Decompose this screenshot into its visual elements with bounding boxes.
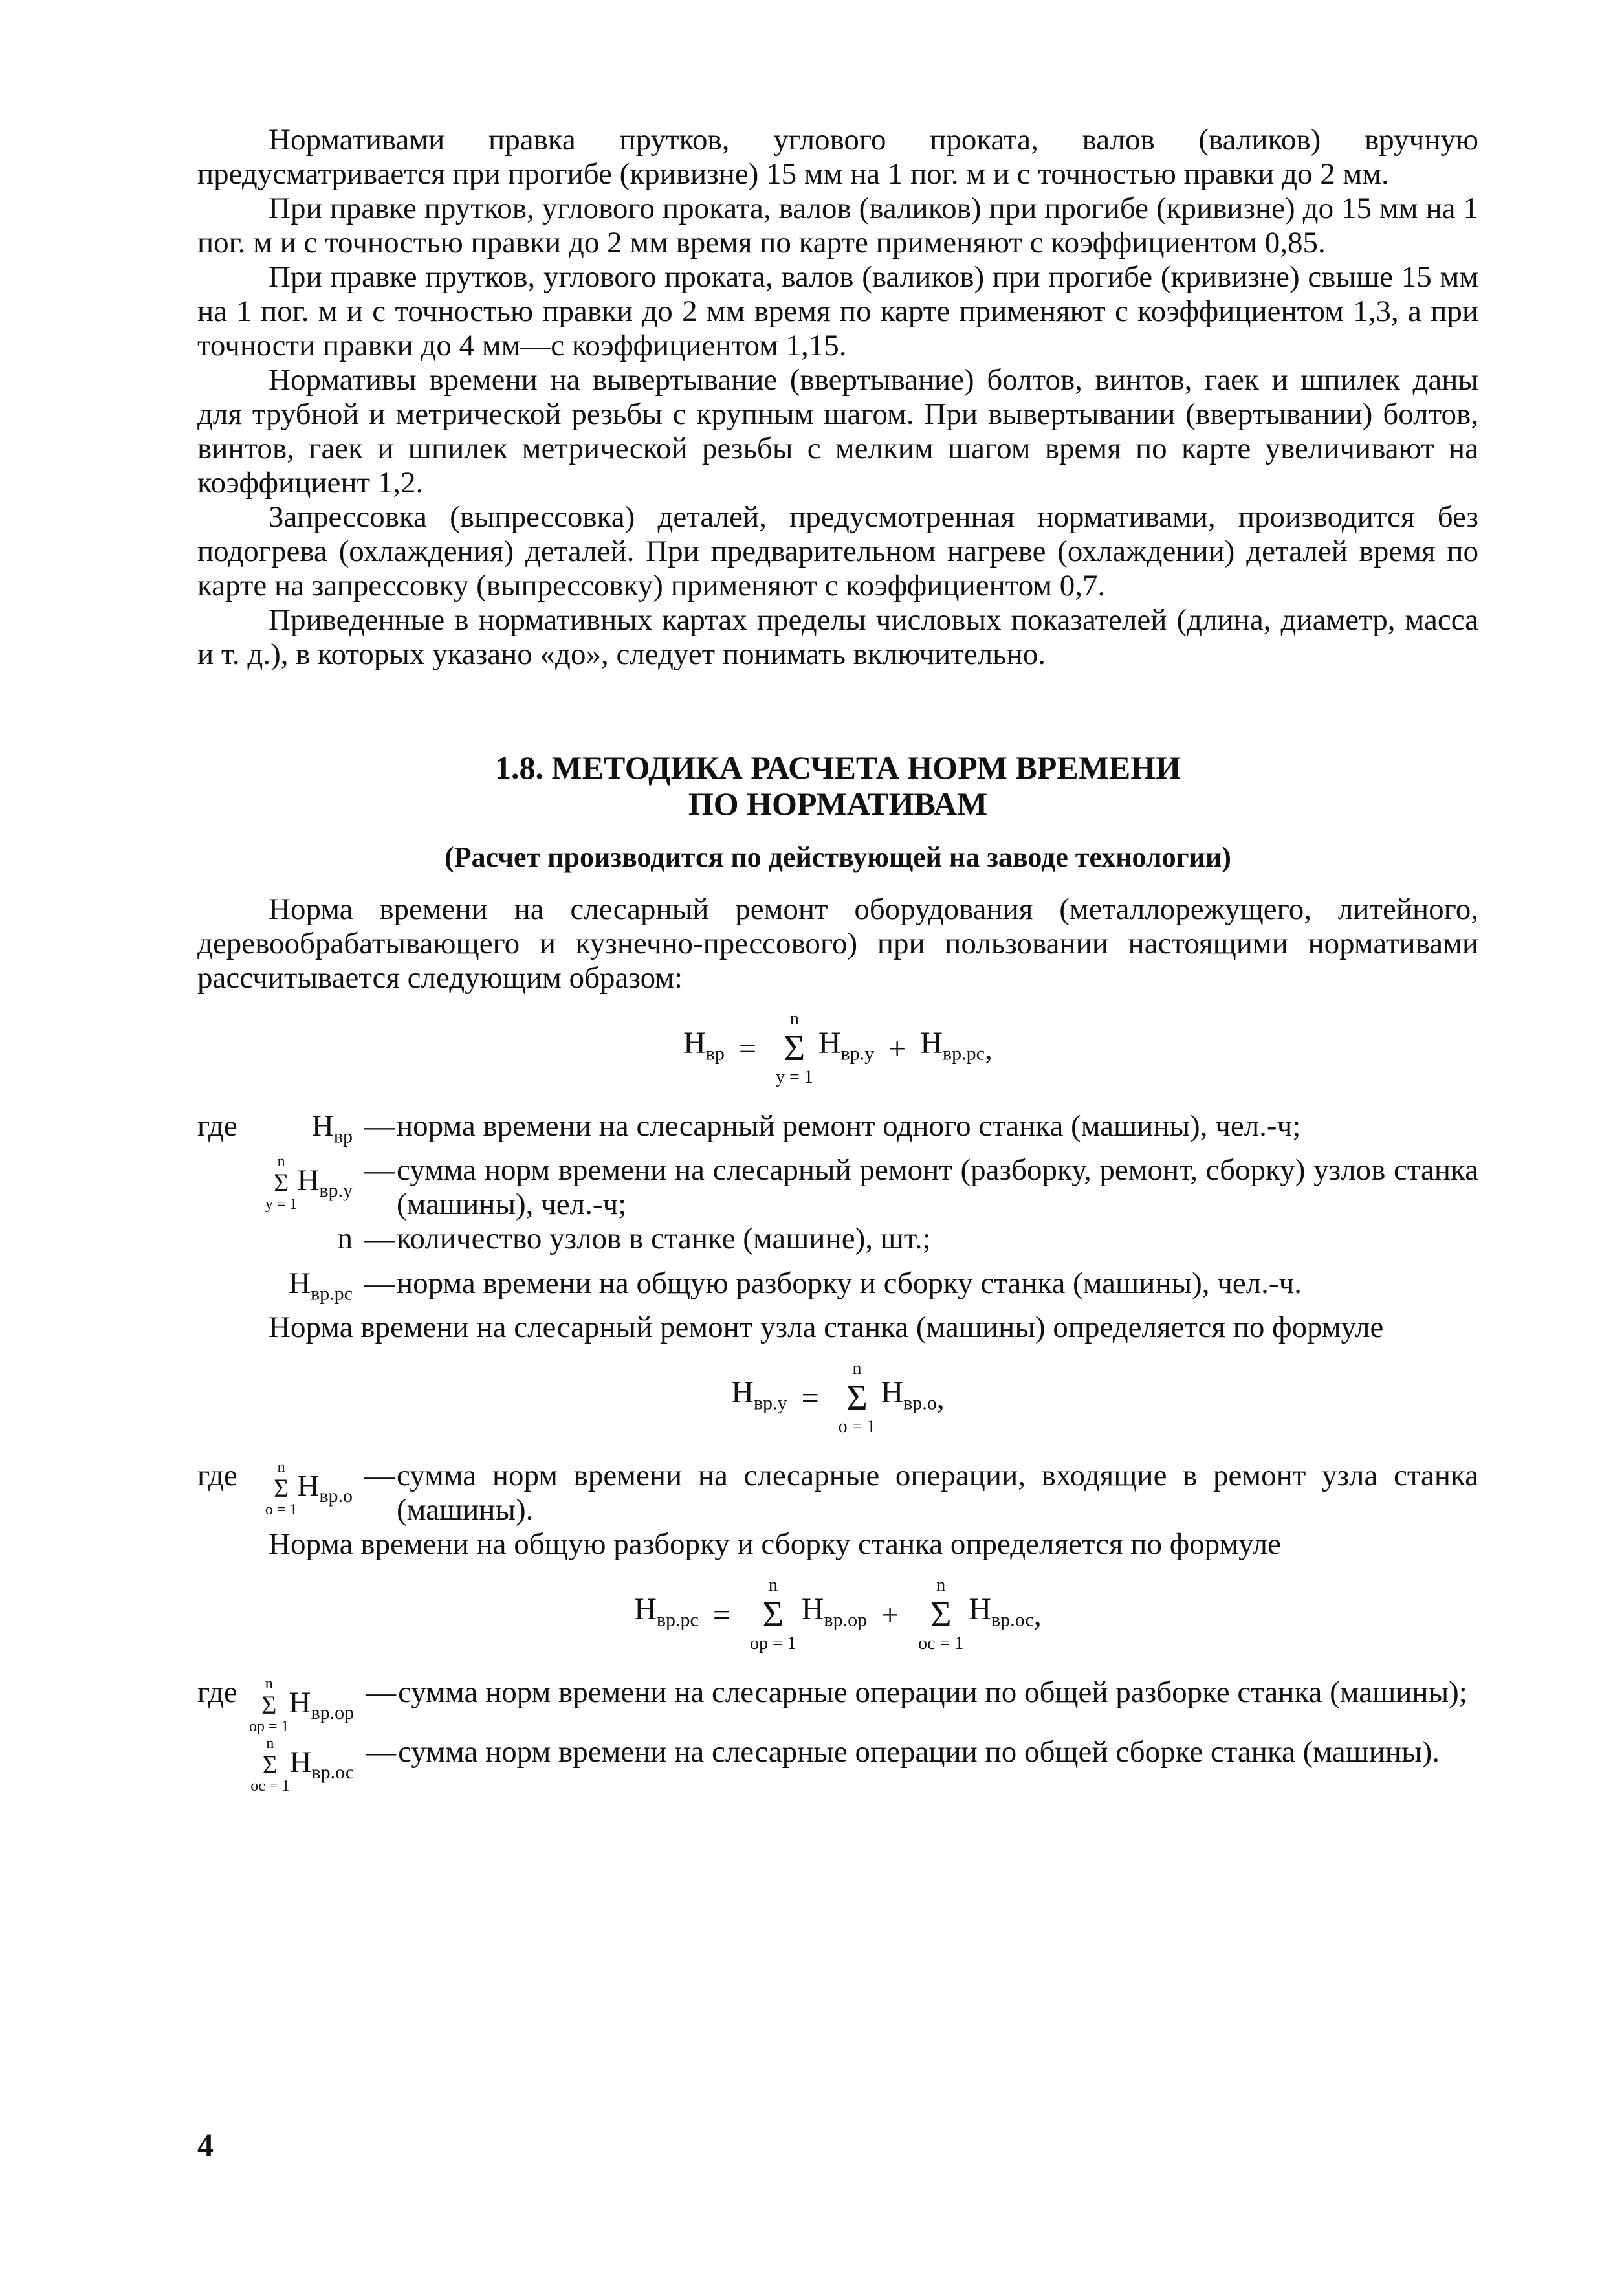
formula-3-term2: $Н_{вр.ос}$ bbox=[969, 1592, 1034, 1631]
formula-1-lhs: $Н_{вр}$ bbox=[683, 1026, 725, 1065]
definitions-2 bbox=[197, 1459, 1478, 1527]
paragraph: Запрессовка (выпрессовка) деталей, предусмотренная нормативами, производится без подогрева (охлаждения) деталей. При предварительном нагреве (охлаждении) деталей время по карте на запрессовку (выпрессовку) применяют с коэффициентом 0,7. bbox=[197, 500, 1478, 603]
summation-symbol: n Σ oc = 1 bbox=[250, 1735, 290, 1795]
page-body bbox=[197, 123, 1478, 1795]
intro-paragraph: Норма времени на слесарный ремонт оборудования (металлорежущего, литейного, деревообрабатывающего и кузнечно-прессового) при пользовании настоящими нормативами рассчитывается следующим образом: bbox=[197, 892, 1478, 995]
paragraph: Норма времени на слесарный ремонт узла станка (машины) определяется по формуле bbox=[269, 1310, 1384, 1345]
formula-1-term2: $Н_{вр.рс}$ bbox=[920, 1026, 985, 1065]
summation-symbol: n Σ y = 1 bbox=[265, 1153, 298, 1213]
section-title-line1: 1.8. МЕТОДИКА РАСЧЕТА НОРМ ВРЕМЕНИ bbox=[494, 749, 1181, 786]
section-title-line2: ПО НОРМАТИВАМ bbox=[688, 786, 988, 822]
definition-row: n Σ oc = 1 $Н_{вр.ос}$ — сумма норм времени на слесарные операции по общей сборке станка (машины). bbox=[250, 1735, 1440, 1795]
formula-3: $Н_{вр.рс}$ = n Σ op = 1 $Н_{вр.ор}$ + n Σ oc = 1 $Н_{вр.ос}$ , bbox=[634, 1575, 1042, 1654]
summation-symbol: n Σ op = 1 bbox=[249, 1675, 289, 1736]
paragraph: При правке прутков, углового проката, валов (валиков) при прогибе (кривизне) свыше 15 мм на 1 пог. м и с точностью правки до 2 мм время по карте применяют с коэффициентом 1,3, а при точности правки до 4 мм—с коэффициентом 1,15. bbox=[197, 260, 1478, 362]
formula-2-lhs: $Н_{вр.у}$ bbox=[731, 1375, 787, 1414]
paragraph: При правке прутков, углового проката, валов (валиков) при прогибе (кривизне) до 15 мм на 1 пог. м и с точностью правки до 2 мм время по карте применяют с коэффициентом 0,85. bbox=[197, 192, 1478, 260]
paragraph: Норма времени на общую разборку и сборку станка определяется по формуле bbox=[269, 1527, 1281, 1562]
formula-1-term1: $Н_{вр.у}$ bbox=[818, 1026, 875, 1065]
definitions-1 bbox=[197, 1109, 1478, 1310]
summation-symbol: n Σ op = 1 bbox=[749, 1575, 796, 1654]
paragraph: Нормативами правка прутков, углового проката, валов (валиков) вручную предусматривается при прогибе (кривизне) 15 мм на 1 пог. м и с точностью правки до 2 мм. bbox=[197, 123, 1478, 191]
formula-1: $Н_{вр}$ = n Σ y = 1 $Н_{вр.у}$ + $Н_{вр.рс}$ , bbox=[683, 1009, 993, 1087]
definition-row: $Н_{вр.рс}$ — норма времени на общую разборку и сборку станка (машины), чел.-ч. bbox=[289, 1266, 1302, 1305]
paragraph: Приведенные в нормативных картах пределы числовых показателей (длина, диаметр, масса и т. д.), в которых указано «до», следует понимать включительно. bbox=[197, 603, 1478, 671]
summation-symbol: n Σ o = 1 bbox=[838, 1358, 876, 1437]
section-subtitle: (Расчет производится по действующей на заводе технологии) bbox=[444, 841, 1231, 873]
formula-3-lhs: $Н_{вр.рс}$ bbox=[634, 1592, 699, 1631]
summation-symbol: n Σ oc = 1 bbox=[918, 1575, 964, 1654]
definition-row: n — количество узлов в станке (машине), шт.; bbox=[337, 1222, 931, 1256]
paragraph: Нормативы времени на вывертывание (ввертывание) болтов, винтов, гаек и шпилек даны для трубной и метрической резьбы с крупным шагом. При вывертывании (ввертывании) болтов, винтов, гаек и шпилек метрической резьбы с мелким шагом время по карте увеличивают на коэффициент 1,2. bbox=[197, 363, 1478, 500]
definition-row: где n Σ o = 1 $Н_{вр.о}$ — сумма норм времени на слесарные операции, входящие в ремонт узла станка (машины). bbox=[197, 1459, 1478, 1527]
summation-symbol: n Σ o = 1 bbox=[265, 1459, 298, 1519]
formula-2: $Н_{вр.у}$ = n Σ o = 1 $Н_{вр.о}$ , bbox=[731, 1358, 945, 1437]
formula-2-term: $Н_{вр.о}$ bbox=[881, 1375, 937, 1414]
page-number: 4 bbox=[197, 2127, 214, 2163]
definition-row: где $Н_{вр}$ — норма времени на слесарный ремонт одного станка (машины), чел.-ч; bbox=[197, 1109, 1301, 1147]
definitions-3 bbox=[197, 1675, 1478, 1795]
definition-row: n Σ y = 1 $Н_{вр.у}$ — сумма норм времени на слесарный ремонт (разборку, ремонт, сборку) узлов станка (машины), чел.-ч; bbox=[265, 1153, 1478, 1222]
definition-row: где n Σ op = 1 $Н_{вр.ор}$ — сумма норм времени на слесарные операции по общей разборке станка (машины); bbox=[197, 1675, 1467, 1736]
summation-symbol: n Σ y = 1 bbox=[776, 1009, 813, 1087]
formula-3-term1: $Н_{вр.ор}$ bbox=[801, 1592, 868, 1631]
section-title bbox=[197, 749, 1478, 822]
